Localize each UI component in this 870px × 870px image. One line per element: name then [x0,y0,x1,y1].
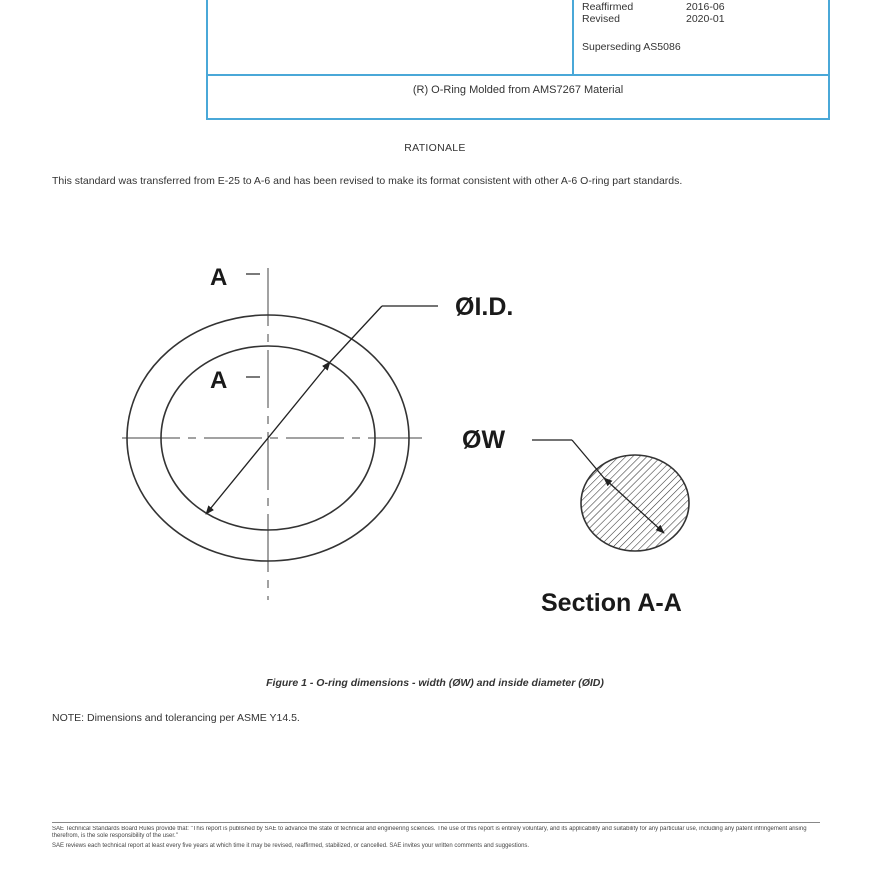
revised-row [582,14,812,26]
revised-label: Revised [582,12,620,25]
rationale-text: This standard was transferred from E-25 to A-6 and has been revised to make its format consistent with other A-6 O-ring part standards. [52,175,683,187]
reaffirmed-row [582,2,812,14]
rationale-heading: RATIONALE [404,142,466,154]
inside-diameter-label: ØI.D. [455,293,514,321]
header-divider [572,0,574,74]
o-ring-figure [0,240,870,640]
reaffirmed-value: 2016-06 [686,1,725,13]
header-box [206,0,830,120]
superseding-text: Superseding AS5086 [582,41,681,53]
revised-value: 2020-01 [686,12,725,25]
section-title: Section A-A [541,589,682,617]
inside-diameter-dimension [206,306,438,514]
section-label-a-mid: A [210,367,228,394]
document-title: (R) O-Ring Molded from AMS7267 Material [412,84,624,96]
document-dates [582,2,812,54]
footer-line-2: SAE reviews each technical report at least every five years at which time it may be revised, reaffirmed, stabilized, or cancelled. SAE invites your written comments and suggestions. [52,843,530,849]
reaffirmed-label: Reaffirmed [582,1,634,13]
footer-line-1: SAE Technical Standards Board Rules provide that: "This report is published by SAE to advance the state of technical and engineering sciences. The use of this report is entirely voluntary, and its applicability and suitability for any particular use, including any patent infringement arising therefrom, is the sole responsibility of the user." [52,826,807,839]
footer-legal-text [52,826,820,853]
footer-divider [52,822,820,823]
width-label: ØW [462,426,506,454]
section-markers [246,274,260,377]
header-top-section [208,0,828,76]
dimension-note: NOTE: Dimensions and tolerancing per ASME Y14.5. [52,712,300,724]
figure-caption: Figure 1 - O-ring dimensions - width (ØW) and inside diameter (ØID) [266,677,604,689]
section-label-a-top: A [210,264,228,291]
